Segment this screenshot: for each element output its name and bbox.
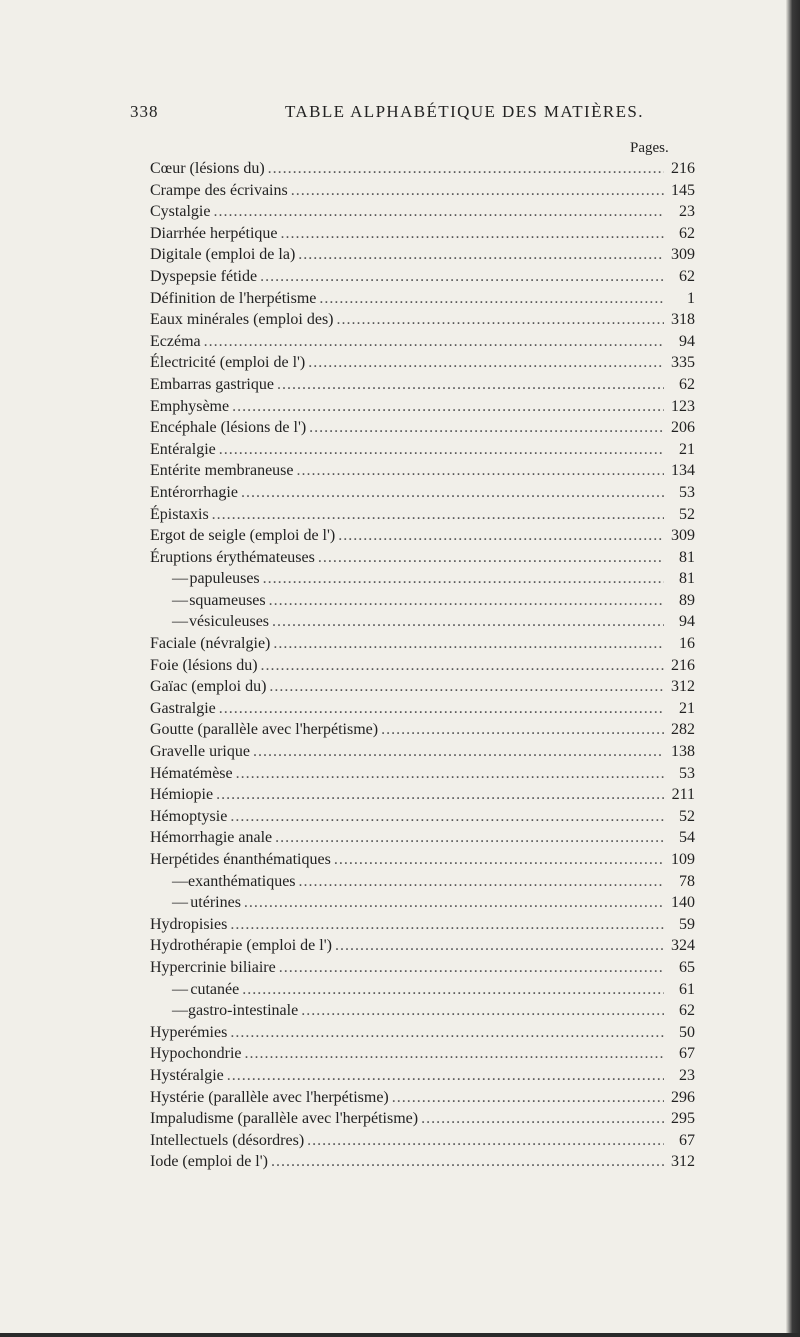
entry-page: 78 <box>679 872 695 890</box>
entry-term: Encéphale (lésions de l') <box>150 419 307 437</box>
ditto-dash: — <box>172 980 188 998</box>
entry-page: 211 <box>671 786 695 804</box>
index-entry <box>150 1022 695 1044</box>
entry-page: 145 <box>671 181 695 199</box>
entry-page: 81 <box>679 548 695 566</box>
index-entry <box>150 482 695 504</box>
index-entry <box>150 655 695 677</box>
entry-page: 282 <box>671 721 695 739</box>
entry-page: 324 <box>671 937 695 955</box>
entry-term: Goutte (parallèle avec l'herpétisme) <box>150 721 379 739</box>
dot-leader <box>219 698 664 720</box>
dot-leader <box>297 460 665 482</box>
dot-leader <box>335 935 664 957</box>
dot-leader <box>421 1108 664 1130</box>
dot-leader <box>272 611 664 633</box>
dot-leader <box>308 352 664 374</box>
ditto-dash: — <box>172 894 188 912</box>
entry-page: 16 <box>679 635 695 653</box>
entry-page: 67 <box>679 1131 695 1149</box>
dot-leader <box>269 676 664 698</box>
entry-term: Éruptions érythémateuses <box>150 548 315 566</box>
dot-leader <box>334 849 664 871</box>
entry-page: 312 <box>671 678 695 696</box>
index-entry <box>150 223 695 245</box>
dot-leader <box>273 633 664 655</box>
entry-term: exanthématiques <box>188 872 296 890</box>
entry-term: Électricité (emploi de l') <box>150 354 306 372</box>
index-entry <box>150 417 695 439</box>
entry-page: 50 <box>679 1023 695 1041</box>
entry-term: Hystérie (parallèle avec l'herpétisme) <box>150 1088 389 1106</box>
index-entry <box>150 849 695 871</box>
index-entry <box>150 439 695 461</box>
ditto-dash: — <box>172 872 188 890</box>
entry-page: 123 <box>671 397 695 415</box>
dot-leader <box>280 223 664 245</box>
index-entries <box>150 158 695 1173</box>
dot-leader <box>298 244 664 266</box>
index-subentry <box>150 568 695 590</box>
dot-leader <box>241 482 664 504</box>
entry-term: Hématémèse <box>150 764 233 782</box>
entry-page: 89 <box>679 591 695 609</box>
index-entry <box>150 244 695 266</box>
dot-leader <box>271 1151 664 1173</box>
entry-page: 23 <box>679 203 695 221</box>
page-edge-shadow <box>786 0 800 1337</box>
index-subentry <box>150 590 695 612</box>
dot-leader <box>338 525 664 547</box>
page-number: 338 <box>130 102 159 121</box>
index-entry <box>150 633 695 655</box>
entry-term: Foie (lésions du) <box>150 656 258 674</box>
index-subentry <box>150 979 695 1001</box>
index-entry <box>150 719 695 741</box>
entry-page: 59 <box>679 915 695 933</box>
pages-column-label: Pages. <box>630 140 669 156</box>
index-entry <box>150 374 695 396</box>
entry-page: 309 <box>671 527 695 545</box>
entry-term: Épistaxis <box>150 505 209 523</box>
entry-term: cutanée <box>190 980 240 998</box>
entry-page: 94 <box>679 332 695 350</box>
entry-term: Hydropisies <box>150 915 228 933</box>
entry-term: Gravelle urique <box>150 743 250 761</box>
dot-leader <box>268 158 664 180</box>
dot-leader <box>392 1087 664 1109</box>
index-entry <box>150 309 695 331</box>
entry-page: 21 <box>679 699 695 717</box>
entry-page: 53 <box>679 764 695 782</box>
dot-leader <box>269 590 664 612</box>
index-entry <box>150 266 695 288</box>
entry-term: Entéralgie <box>150 440 216 458</box>
entry-page: 62 <box>679 267 695 285</box>
entry-term: Hydrothérapie (emploi de l') <box>150 937 332 955</box>
entry-page: 67 <box>679 1045 695 1063</box>
dot-leader <box>253 741 664 763</box>
dot-leader <box>245 1043 664 1065</box>
entry-term: Hypochondrie <box>150 1045 242 1063</box>
entry-term: Hypercrinie biliaire <box>150 958 276 976</box>
dot-leader <box>204 331 664 353</box>
index-entry <box>150 1087 695 1109</box>
entry-page: 1 <box>687 289 695 307</box>
running-title: TABLE ALPHABÉTIQUE DES MATIÈRES. <box>285 102 644 121</box>
index-entry <box>150 504 695 526</box>
entry-page: 206 <box>671 419 695 437</box>
index-entry <box>150 525 695 547</box>
index-entry <box>150 201 695 223</box>
index-entry <box>150 331 695 353</box>
dot-leader <box>244 892 664 914</box>
entry-page: 318 <box>671 311 695 329</box>
entry-term: Hémorrhagie anale <box>150 829 273 847</box>
entry-term: Embarras gastrique <box>150 375 274 393</box>
ditto-dash: — <box>172 1002 188 1020</box>
entry-term: Cœur (lésions du) <box>150 160 265 177</box>
dot-leader <box>260 266 664 288</box>
index-entry <box>150 806 695 828</box>
index-entry <box>150 763 695 785</box>
entry-term: squameuses <box>189 591 266 609</box>
entry-page: 54 <box>679 829 695 847</box>
dot-leader <box>291 180 664 202</box>
index-entry <box>150 460 695 482</box>
index-entry <box>150 352 695 374</box>
index-entry <box>150 180 695 202</box>
index-entry <box>150 1151 695 1173</box>
entry-page: 61 <box>679 980 695 998</box>
entry-term: Diarrhée herpétique <box>150 224 278 242</box>
dot-leader <box>277 374 664 396</box>
dot-leader <box>227 1065 664 1087</box>
entry-term: utérines <box>190 894 241 912</box>
dot-leader <box>236 763 664 785</box>
index-entry <box>150 784 695 806</box>
index-entry <box>150 827 695 849</box>
index-entry <box>150 957 695 979</box>
entry-term: Eaux minérales (emploi des) <box>150 311 334 329</box>
entry-term: Dyspepsie fétide <box>150 267 258 285</box>
index-entry <box>150 1065 695 1087</box>
dot-leader <box>279 957 664 979</box>
dot-leader <box>301 1000 664 1022</box>
entry-term: gastro-intestinale <box>188 1002 299 1020</box>
entry-term: Herpétides énanthématiques <box>150 851 331 868</box>
entry-page: 81 <box>679 570 695 588</box>
entry-term: Iode (emploi de l') <box>150 1153 268 1171</box>
index-subentry <box>150 1000 695 1022</box>
dot-leader <box>230 806 664 828</box>
entry-term: Hémiopie <box>150 786 214 804</box>
dot-leader <box>381 719 664 741</box>
entry-page: 52 <box>679 807 695 825</box>
entry-term: Eczéma <box>150 332 201 350</box>
entry-term: Digitale (emploi de la) <box>150 246 296 264</box>
dot-leader <box>337 309 665 331</box>
index-subentry <box>150 871 695 893</box>
index-entry <box>150 158 695 180</box>
index-entry <box>150 396 695 418</box>
entry-page: 109 <box>671 851 695 868</box>
entry-page: 140 <box>671 894 695 912</box>
ditto-dash: — <box>172 613 188 631</box>
entry-term: Entérite membraneuse <box>150 462 294 480</box>
entry-term: Entérorrhagie <box>150 483 238 501</box>
entry-term: Gaïac (emploi du) <box>150 678 267 696</box>
dot-leader <box>219 439 664 461</box>
entry-page: 312 <box>671 1153 695 1171</box>
index-entry <box>150 1043 695 1065</box>
entry-page: 62 <box>679 224 695 242</box>
dot-leader <box>299 871 664 893</box>
index-entry <box>150 741 695 763</box>
running-head <box>130 102 690 126</box>
entry-page: 134 <box>671 462 695 480</box>
entry-term: Emphysème <box>150 397 230 415</box>
entry-term: papuleuses <box>189 570 260 588</box>
entry-page: 23 <box>679 1066 695 1084</box>
entry-term: Hystéralgie <box>150 1066 224 1084</box>
entry-page: 309 <box>671 246 695 264</box>
entry-page: 21 <box>679 440 695 458</box>
entry-term: Faciale (névralgie) <box>150 635 271 653</box>
entry-term: Impaludisme (parallèle avec l'herpétisme) <box>150 1110 419 1128</box>
entry-term: Hémoptysie <box>150 807 228 825</box>
dot-leader <box>232 396 664 418</box>
entry-page: 62 <box>679 375 695 393</box>
entry-page: 138 <box>671 743 695 761</box>
entry-page: 335 <box>671 354 695 372</box>
entry-term: Ergot de seigle (emploi de l') <box>150 527 336 545</box>
entry-term: Intellectuels (désordres) <box>150 1131 305 1149</box>
entry-page: 65 <box>679 958 695 976</box>
entry-term: Définition de l'herpétisme <box>150 289 317 307</box>
dot-leader <box>230 914 664 936</box>
index-entry <box>150 547 695 569</box>
dot-leader <box>318 547 664 569</box>
entry-page: 295 <box>671 1110 695 1128</box>
index-entry <box>150 698 695 720</box>
index-entry <box>150 676 695 698</box>
entry-page: 216 <box>671 656 695 674</box>
dot-leader <box>213 201 664 223</box>
index-subentry <box>150 892 695 914</box>
entry-term: Cystalgie <box>150 203 211 221</box>
entry-page: 94 <box>679 613 695 631</box>
ditto-dash: — <box>172 570 188 588</box>
index-subentry <box>150 611 695 633</box>
entry-term: Crampe des écrivains <box>150 181 288 199</box>
index-entry <box>150 1108 695 1130</box>
entry-term: Gastralgie <box>150 699 216 717</box>
dot-leader <box>216 784 664 806</box>
dot-leader <box>212 504 664 526</box>
dot-leader <box>309 417 664 439</box>
entry-page: 52 <box>679 505 695 523</box>
dot-leader <box>230 1022 664 1044</box>
entry-term: Hyperémies <box>150 1023 228 1041</box>
entry-term: vésiculeuses <box>189 613 270 631</box>
ditto-dash: — <box>172 591 188 609</box>
dot-leader <box>261 655 664 677</box>
entry-page: 62 <box>679 1002 695 1020</box>
dot-leader <box>307 1130 664 1152</box>
index-entry <box>150 1130 695 1152</box>
index-entry <box>150 288 695 310</box>
dot-leader <box>275 827 664 849</box>
dot-leader <box>242 979 664 1001</box>
dot-leader <box>263 568 664 590</box>
entry-page: 216 <box>671 160 695 177</box>
entry-page: 296 <box>671 1088 695 1106</box>
page-bottom-edge <box>0 1333 800 1337</box>
index-entry <box>150 914 695 936</box>
entry-page: 53 <box>679 483 695 501</box>
dot-leader <box>319 288 664 310</box>
index-entry <box>150 935 695 957</box>
